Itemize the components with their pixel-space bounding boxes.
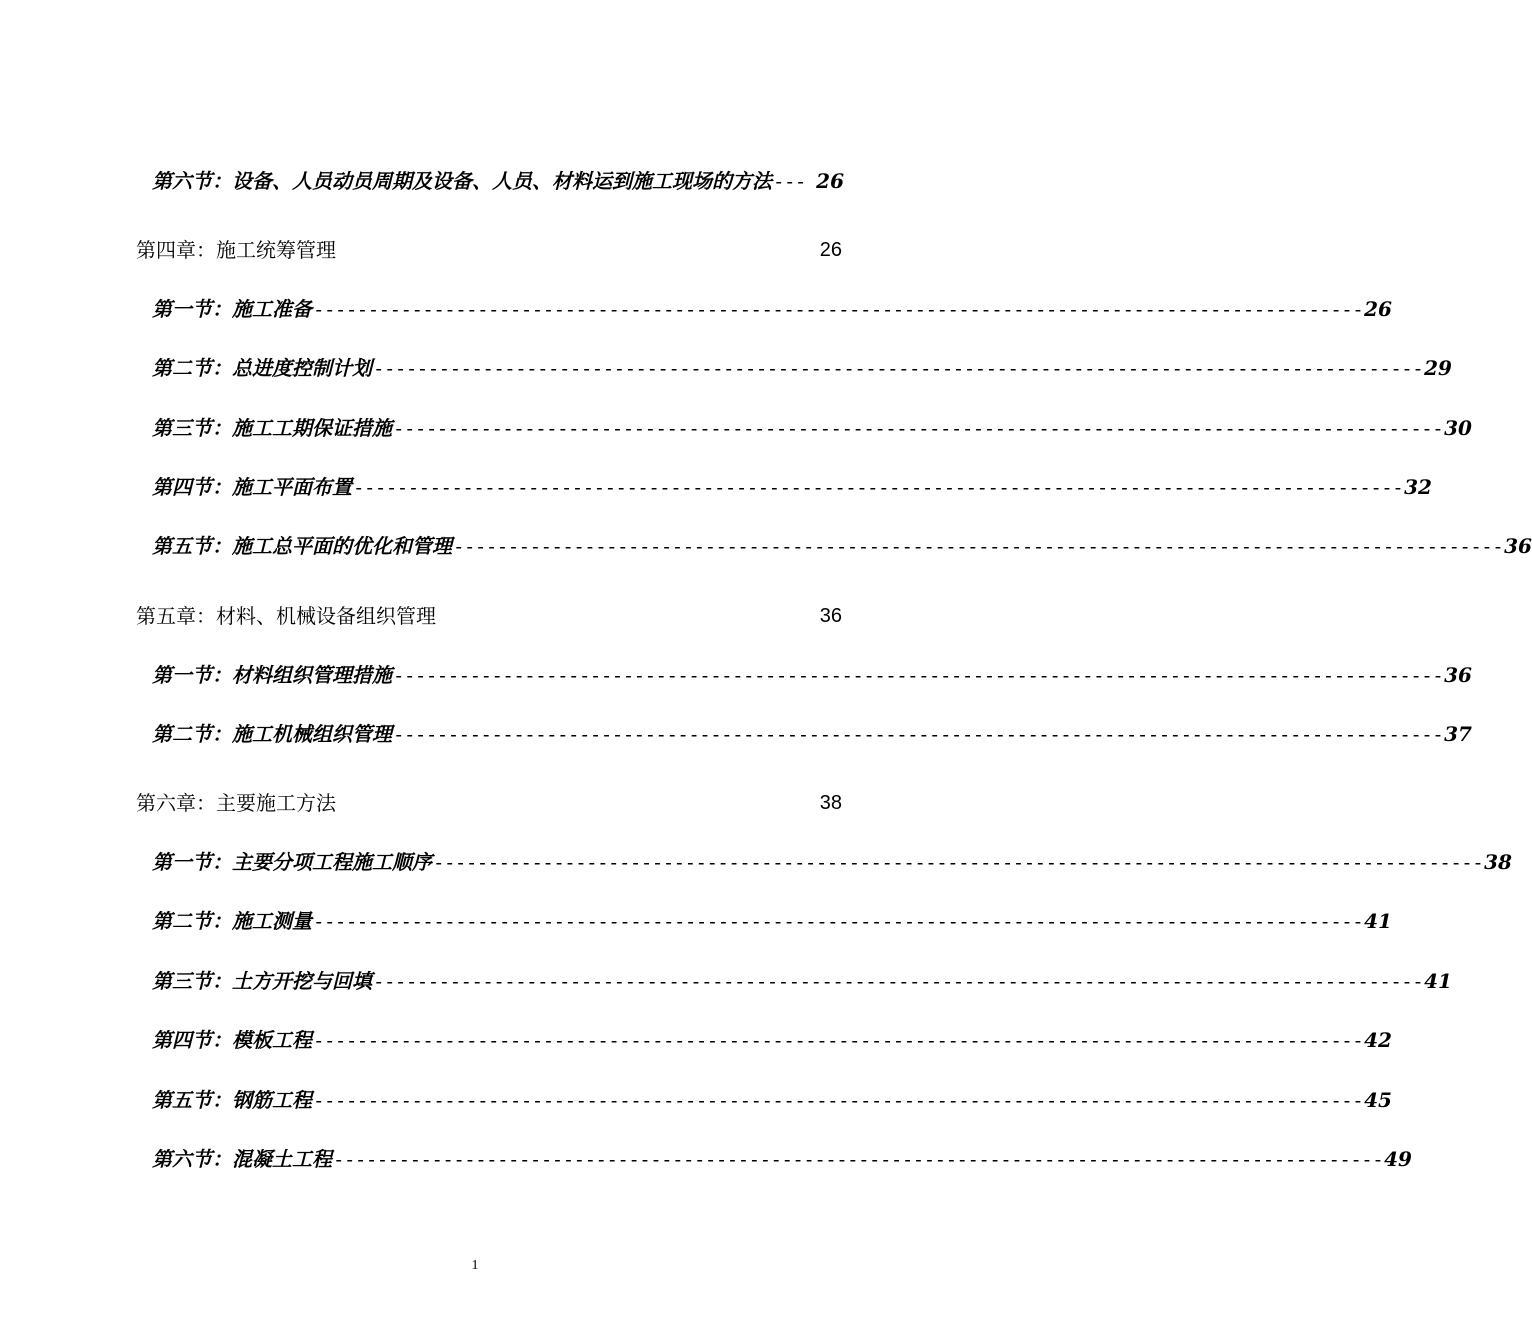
- toc-section-entry[interactable]: [152, 1085, 1392, 1115]
- toc-entry-label: 第二节：施工机械组织管理: [152, 722, 392, 746]
- toc-page-number: 26: [816, 169, 844, 193]
- toc-page-number: 45: [1364, 1088, 1392, 1112]
- toc-entry-label: 第六节：设备、人员动员周期及设备、人员、材料运到施工现场的方法: [152, 169, 772, 193]
- toc-section-entry[interactable]: [152, 1025, 1392, 1055]
- toc-section-entry[interactable]: [152, 353, 1452, 383]
- toc-page-number: 41: [1364, 909, 1392, 933]
- toc-entry-label: 第六章：主要施工方法: [136, 791, 336, 815]
- toc-page-number: 29: [1424, 356, 1452, 380]
- toc-dot-leader: ------------------------------------------------------------------------------------------------: [353, 477, 1404, 499]
- toc-entry-label: 第五章：材料、机械设备组织管理: [136, 604, 436, 628]
- toc-entry-label: 第二节：施工测量: [152, 909, 312, 933]
- toc-page-number: 36: [819, 605, 842, 627]
- toc-entry-label: 第一节：材料组织管理措施: [152, 663, 392, 687]
- toc-dot-leader: ---: [773, 171, 806, 193]
- toc-section-entry[interactable]: [152, 294, 1392, 324]
- toc-dot-leader: ------------------------------------------------------------------------------------------------: [313, 911, 1364, 933]
- toc-dot-leader: ------------------------------------------------------------------------------------------------: [313, 1030, 1364, 1052]
- toc-page-number: 41: [1424, 969, 1452, 993]
- toc-page-number: 36: [1504, 534, 1532, 558]
- toc-dot-leader: ------------------------------------------------------------------------------------------------: [453, 536, 1504, 558]
- toc-section-entry[interactable]: [152, 531, 1532, 561]
- toc-section-entry[interactable]: [152, 166, 844, 196]
- toc-dot-leader: ------------------------------------------------------------------------------------------------: [393, 418, 1444, 440]
- toc-entry-label: 第一节：施工准备: [152, 297, 312, 321]
- toc-dot-leader: ------------------------------------------------------------------------------------------------: [373, 971, 1424, 993]
- toc-page-number: 26: [1364, 297, 1392, 321]
- toc-page-number: 26: [819, 239, 842, 261]
- toc-chapter-entry[interactable]: [136, 235, 842, 265]
- page-number: 1: [471, 1258, 479, 1273]
- toc-entry-label: 第六节：混凝土工程: [152, 1147, 332, 1171]
- toc-section-entry[interactable]: [152, 847, 1512, 877]
- toc-entry-label: 第三节：施工工期保证措施: [152, 416, 392, 440]
- toc-entry-label: 第三节：土方开挖与回填: [152, 969, 372, 993]
- toc-dot-leader: ------------------------------------------------------------------------------------------------: [313, 1090, 1364, 1112]
- toc-chapter-entry[interactable]: [136, 601, 842, 631]
- toc-dot-leader: ------------------------------------------------------------------------------------------------: [373, 358, 1424, 380]
- toc-page-number: 49: [1384, 1147, 1412, 1171]
- toc-entry-label: 第四章：施工统筹管理: [136, 238, 336, 262]
- toc-page-number: 38: [1484, 850, 1512, 874]
- toc-dot-leader: ------------------------------------------------------------------------------------------------: [333, 1149, 1384, 1171]
- toc-entry-label: 第五节：施工总平面的优化和管理: [152, 534, 452, 558]
- toc-entry-label: 第一节：主要分项工程施工顺序: [152, 850, 432, 874]
- toc-section-entry[interactable]: [152, 1144, 1412, 1174]
- toc-chapter-entry[interactable]: [136, 788, 842, 818]
- toc-section-entry[interactable]: [152, 966, 1452, 996]
- toc-entry-label: 第四节：模板工程: [152, 1028, 312, 1052]
- toc-dot-leader: ------------------------------------------------------------------------------------------------: [393, 724, 1444, 746]
- toc-entry-label: 第五节：钢筋工程: [152, 1088, 312, 1112]
- toc-page-number: 32: [1404, 475, 1432, 499]
- toc-page-number: 30: [1444, 416, 1472, 440]
- toc-page-number: 38: [819, 792, 842, 814]
- toc-section-entry[interactable]: [152, 413, 1472, 443]
- toc-dot-leader: ------------------------------------------------------------------------------------------------: [313, 299, 1364, 321]
- toc-section-entry[interactable]: [152, 660, 1472, 690]
- toc-section-entry[interactable]: [152, 906, 1392, 936]
- toc-dot-leader: ------------------------------------------------------------------------------------------------: [433, 852, 1484, 874]
- toc-page-number: 36: [1444, 663, 1472, 687]
- toc-dot-leader: ------------------------------------------------------------------------------------------------: [393, 665, 1444, 687]
- toc-page-number: 42: [1364, 1028, 1392, 1052]
- toc-page-number: 37: [1444, 722, 1472, 746]
- toc-section-entry[interactable]: [152, 719, 1472, 749]
- toc-section-entry[interactable]: [152, 472, 1432, 502]
- toc-entry-label: 第二节：总进度控制计划: [152, 356, 372, 380]
- toc-entry-label: 第四节：施工平面布置: [152, 475, 352, 499]
